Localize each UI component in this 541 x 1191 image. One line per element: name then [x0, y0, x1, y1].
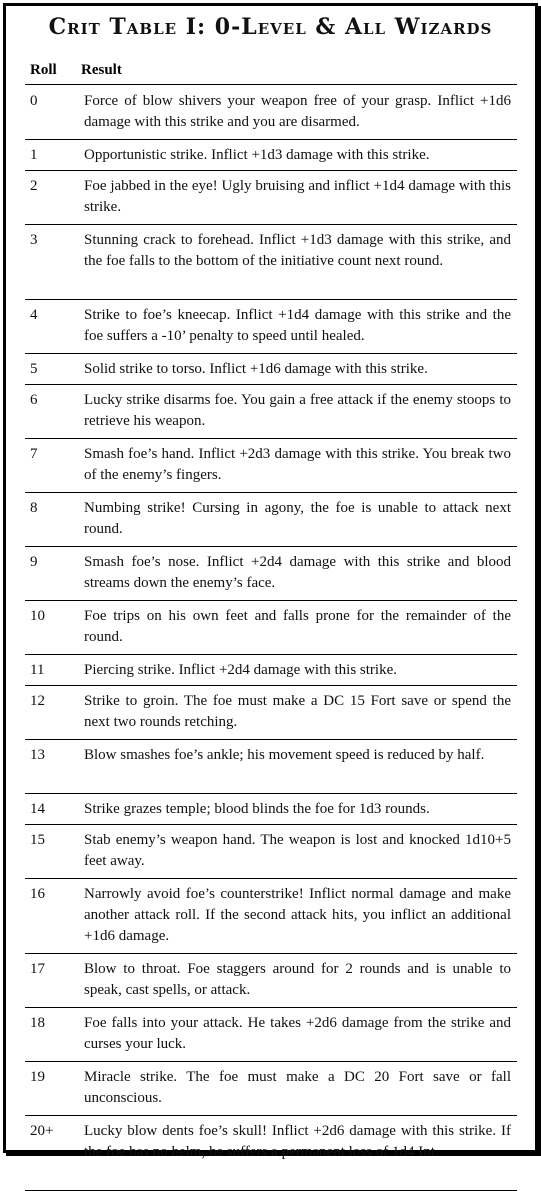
table-row: [25, 86, 517, 140]
table-row: [25, 954, 517, 1008]
roll-cell: 2: [30, 178, 38, 194]
result-cell: Foe falls into your attack. He takes +2d6 damage from the strike and curses your luck.: [84, 1015, 511, 1052]
roll-cell: 5: [30, 361, 38, 377]
table-frame: [3, 3, 538, 1160]
header-roll: Roll: [30, 62, 57, 78]
roll-cell: 9: [30, 554, 38, 570]
header-result: Result: [81, 62, 122, 78]
table-row: [25, 686, 517, 740]
result-cell: Narrowly avoid foe’s counterstrike! Inflict normal damage and make another attack roll. If the second attack hits, you inflict an additional +1d6 damage.: [84, 886, 511, 944]
roll-cell: 16: [30, 886, 45, 902]
result-cell: Blow smashes foe’s ankle; his movement speed is reduced by half.: [84, 747, 485, 763]
table-row: [25, 825, 517, 879]
roll-cell: 13: [30, 747, 45, 763]
roll-cell: 6: [30, 392, 38, 408]
roll-cell: 11: [30, 662, 45, 678]
table-header: [25, 62, 517, 85]
table-row: [25, 354, 517, 385]
result-cell: Solid strike to torso. Inflict +1d6 damage with this strike.: [84, 361, 428, 377]
result-cell: Lucky strike disarms foe. You gain a free attack if the enemy stoops to retrieve his weapon.: [84, 392, 511, 429]
table-row: [25, 385, 517, 439]
table-row: [25, 601, 517, 655]
table-row: [25, 493, 517, 547]
page-title: Crit Table I: 0-Level & All Wizards: [48, 14, 493, 40]
table-row: [25, 225, 517, 300]
table-row: [25, 439, 517, 493]
roll-cell: 12: [30, 693, 45, 709]
table-row: [25, 879, 517, 954]
result-cell: Strike grazes temple; blood blinds the foe for 1d3 rounds.: [84, 801, 430, 817]
roll-cell: 4: [30, 307, 38, 323]
roll-cell: 0: [30, 93, 38, 109]
result-cell: Strike to foe’s kneecap. Inflict +1d4 damage with this strike and the foe suffers a -10’ penalty to speed until healed.: [84, 307, 511, 344]
roll-cell: 14: [30, 801, 45, 817]
roll-cell: 17: [30, 961, 45, 977]
table-row: [25, 655, 517, 686]
roll-cell: 15: [30, 832, 45, 848]
result-cell: Lucky blow dents foe’s skull! Inflict +2d6 damage with this strike. If the foe has no helm, he suffers a permanent loss of 1d4 Int.: [84, 1123, 511, 1160]
table-row: [25, 547, 517, 601]
table-row: [25, 1116, 517, 1191]
roll-cell: 8: [30, 500, 38, 516]
roll-cell: 18: [30, 1015, 45, 1031]
result-cell: Smash foe’s hand. Inflict +2d3 damage with this strike. You break two of the enemy’s fingers.: [84, 446, 511, 483]
table-row: [25, 794, 517, 825]
result-cell: Miracle strike. The foe must make a DC 20 Fort save or fall unconscious.: [84, 1069, 511, 1106]
roll-cell: 1: [30, 147, 38, 163]
table-row: [25, 1008, 517, 1062]
result-cell: Foe trips on his own feet and falls prone for the remainder of the round.: [84, 608, 511, 645]
table-row: [25, 1062, 517, 1116]
result-cell: Piercing strike. Inflict +2d4 damage with this strike.: [84, 662, 397, 678]
table-row: [25, 171, 517, 225]
result-cell: Smash foe’s nose. Inflict +2d4 damage with this strike and blood streams down the enemy’s face.: [84, 554, 511, 591]
result-cell: Stab enemy’s weapon hand. The weapon is lost and knocked 1d10+5 feet away.: [84, 832, 511, 869]
roll-cell: 3: [30, 232, 38, 248]
table-row: [25, 140, 517, 171]
result-cell: Foe jabbed in the eye! Ugly bruising and inflict +1d4 damage with this strike.: [84, 178, 511, 215]
result-cell: Strike to groin. The foe must make a DC 15 Fort save or spend the next two rounds retching.: [84, 693, 511, 730]
table-row: [25, 300, 517, 354]
result-cell: Force of blow shivers your weapon free of your grasp. Inflict +1d6 damage with this strike and you are disarmed.: [84, 93, 511, 130]
result-cell: Stunning crack to forehead. Inflict +1d3 damage with this strike, and the foe falls to the bottom of the initiative count next round.: [84, 232, 511, 269]
table-row: [25, 740, 517, 794]
roll-cell: 10: [30, 608, 45, 624]
result-cell: Numbing strike! Cursing in agony, the foe is unable to attack next round.: [84, 500, 511, 537]
result-cell: Blow to throat. Foe staggers around for 2 rounds and is unable to speak, cast spells, or attack.: [84, 961, 511, 998]
roll-cell: 19: [30, 1069, 45, 1085]
table-body: [25, 86, 517, 1191]
roll-cell: 20+: [30, 1123, 54, 1139]
roll-cell: 7: [30, 446, 38, 462]
result-cell: Opportunistic strike. Inflict +1d3 damage with this strike.: [84, 147, 430, 163]
